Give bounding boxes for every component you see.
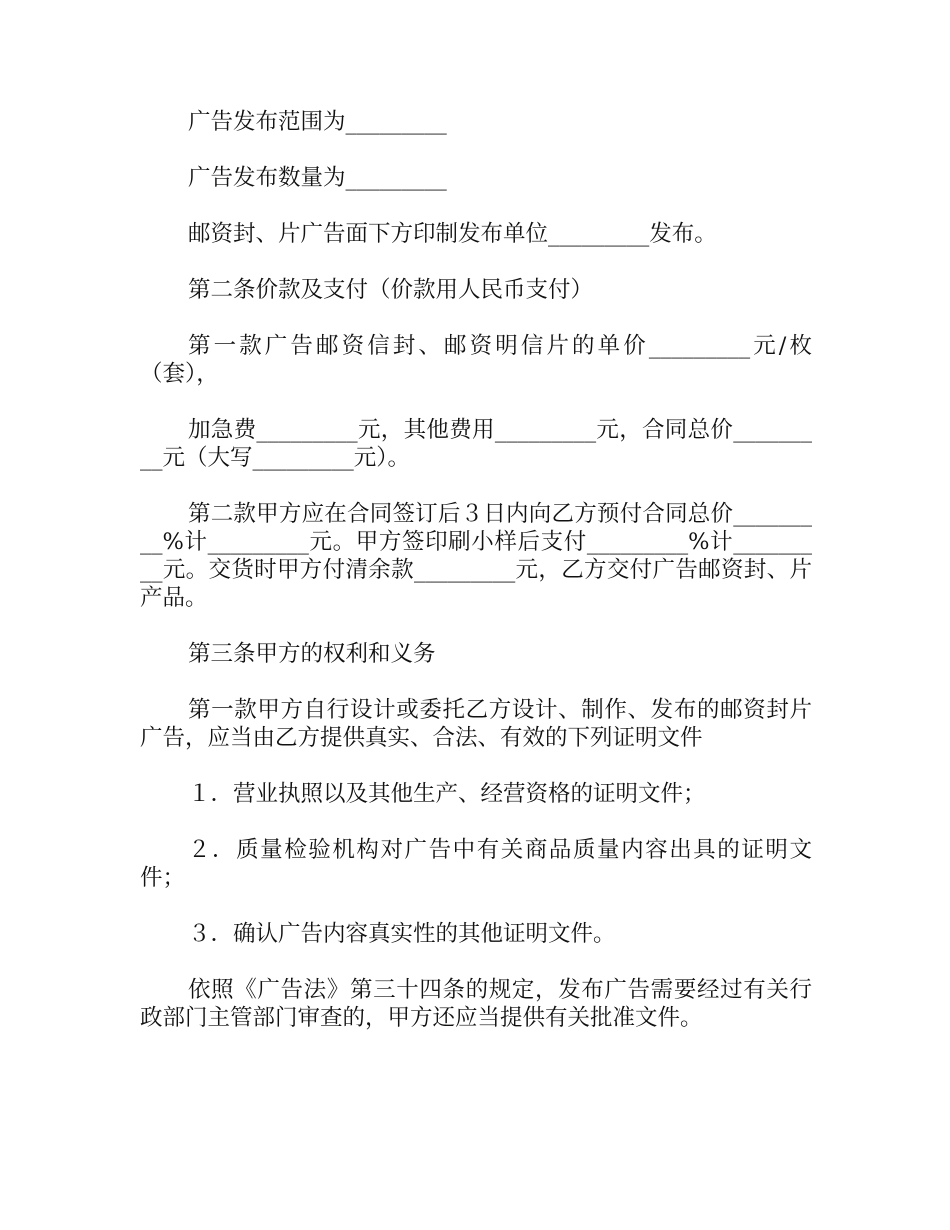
heading-article-3: 第三条甲方的权利和义务 (188, 641, 436, 667)
document-page (140, 108, 812, 1060)
paragraph-unit-price: 第一款广告邮资信封、邮资明信片的单价_________元/枚（套）， (140, 333, 812, 387)
paragraph-publisher-imprint: 邮资封、片广告面下方印制发布单位_________发布。 (188, 221, 717, 247)
list-item-1: １．营业执照以及其他生产、经营资格的证明文件； (188, 781, 706, 807)
list-item-2: ２．质量检验机构对广告中有关商品质量内容出具的证明文件； (140, 837, 812, 891)
paragraph-certificates-intro: 第一款甲方自行设计或委托乙方设计、制作、发布的邮资封片广告，应当由乙方提供真实、合法、有效的下列证明文件 (140, 697, 812, 751)
paragraph-approval-documents: 依照《广告法》第三十四条的规定，发布广告需要经过有关行政部门主管部门审查的，甲方还应当提供有关批准文件。 (140, 977, 812, 1031)
paragraph-ad-scope: 广告发布范围为_________ (188, 109, 447, 135)
heading-article-2: 第二条价款及支付（价款用人民币支付） (188, 277, 594, 303)
paragraph-payment-schedule: 第二款甲方应在合同签订后３日内向乙方预付合同总价_________%计_________元。甲方签印刷小样后支付_________%计_________元。交货时甲方付清余款_________元，乙方交付广告邮资封、片产品。 (140, 501, 812, 611)
paragraph-ad-quantity: 广告发布数量为_________ (188, 165, 447, 191)
list-item-3: ３．确认广告内容真实性的其他证明文件。 (188, 921, 616, 947)
paragraph-fees: 加急费_________元，其他费用_________元，合同总价_________元（大写_________元）。 (140, 417, 812, 471)
